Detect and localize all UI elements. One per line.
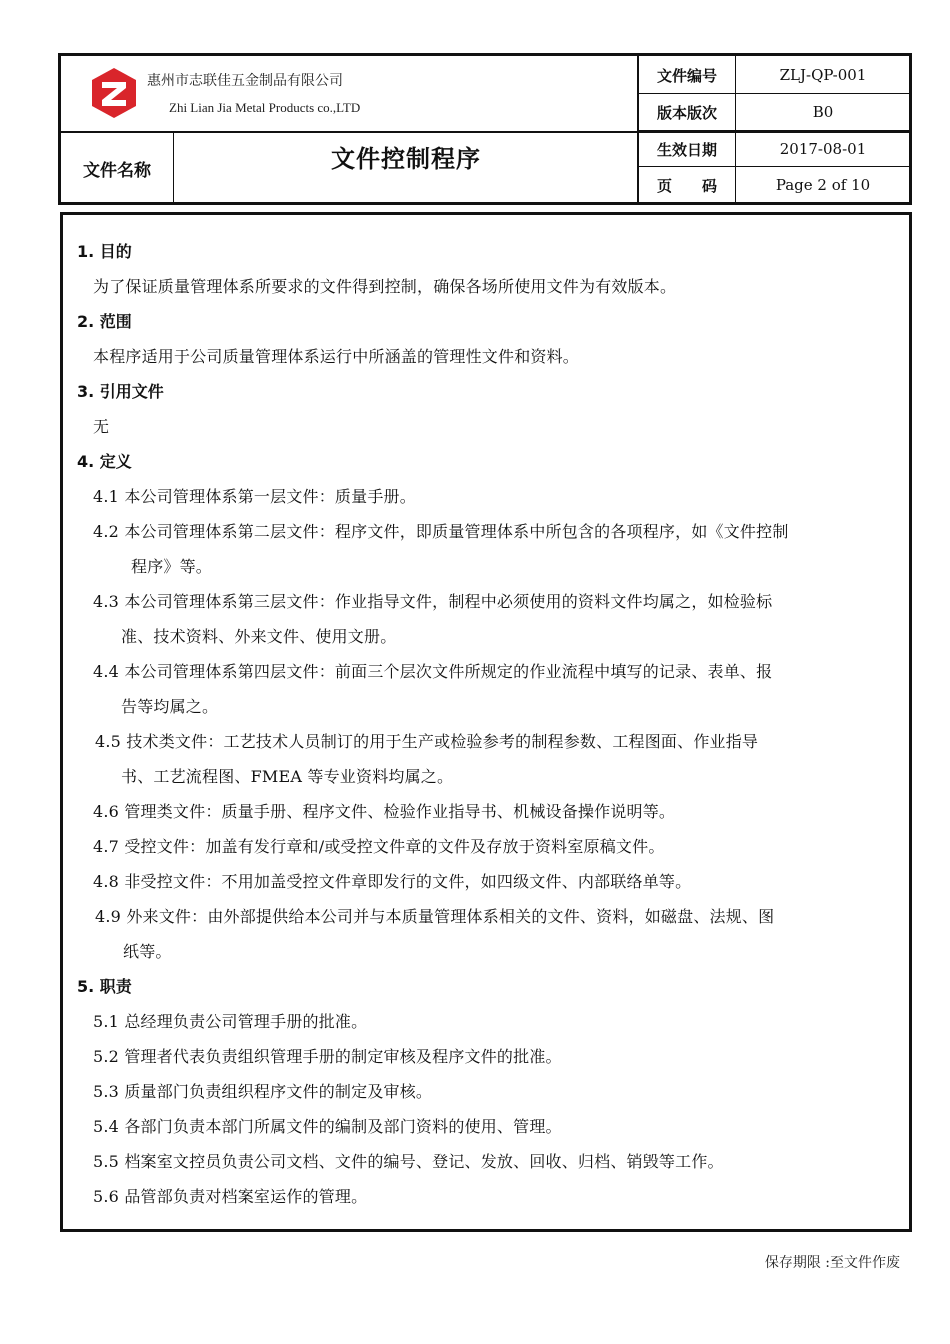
- document-header: [58, 53, 912, 205]
- section-heading-responsibilities: 5. 职责: [77, 977, 132, 996]
- paragraph: 本程序适用于公司质量管理体系运行中所涵盖的管理性文件和资料。: [93, 347, 580, 366]
- list-item: 5.1 总经理负责公司管理手册的批准。: [93, 1012, 368, 1031]
- list-item-continuation: 告等均属之。: [121, 697, 219, 716]
- list-item: 4.5 技术类文件：工艺技术人员制订的用于生产或检验参考的制程参数、工程图面、作业指导: [95, 732, 759, 751]
- effective-date-value: 2017-08-01: [779, 140, 867, 158]
- list-item: 4.7 受控文件：加盖有发行章和/或受控文件章的文件及存放于资料室原稿文件。: [93, 837, 665, 856]
- doc-title: 文件控制程序: [331, 144, 481, 173]
- section-heading-scope: 2. 范围: [77, 312, 132, 331]
- list-item: 4.2 本公司管理体系第二层文件：程序文件，即质量管理体系中所包含的各项程序，如《文件控制: [93, 522, 789, 541]
- list-item: 5.3 质量部门负责组织程序文件的制定及审核。: [93, 1082, 433, 1101]
- company-logo: [89, 66, 139, 120]
- company-name-en: Zhi Lian Jia Metal Products co.,LTD: [169, 100, 361, 115]
- section-heading-definitions: 4. 定义: [77, 452, 132, 471]
- list-item: 5.4 各部门负责本部门所属文件的编制及部门资料的使用、管理。: [93, 1117, 562, 1136]
- list-item: 5.6 品管部负责对档案室运作的管理。: [93, 1187, 368, 1206]
- list-item: 4.1 本公司管理体系第一层文件：质量手册。: [93, 487, 416, 506]
- list-item-continuation: 程序》等。: [131, 557, 213, 576]
- list-item: 4.8 非受控文件：不用加盖受控文件章即发行的文件，如四级文件、内部联络单等。: [93, 872, 692, 891]
- doc-number-label: 文件编号: [656, 66, 717, 85]
- paragraph: 为了保证质量管理体系所要求的文件得到控制，确保各场所使用文件为有效版本。: [93, 277, 677, 296]
- doc-number-value: ZLJ-QP-001: [779, 66, 867, 84]
- header-divider: [735, 56, 736, 202]
- list-item: 4.4 本公司管理体系第四层文件：前面三个层次文件所规定的作业流程中填写的记录、表单、报: [93, 662, 773, 681]
- list-item: 5.2 管理者代表负责组织管理手册的制定审核及程序文件的批准。: [93, 1047, 562, 1066]
- section-heading-purpose: 1. 目的: [77, 242, 132, 261]
- effective-date-label: 生效日期: [656, 140, 717, 159]
- list-item: 5.5 档案室文控员负责公司文档、文件的编号、登记、发放、回收、归档、销毁等工作。: [93, 1152, 724, 1171]
- document-body: [60, 212, 912, 1232]
- list-item-continuation: 纸等。: [123, 942, 172, 961]
- paragraph: 无: [93, 417, 110, 436]
- version-label: 版本版次: [656, 103, 717, 122]
- list-item: 4.6 管理类文件：质量手册、程序文件、检验作业指导书、机械设备操作说明等。: [93, 802, 676, 821]
- page-label: 页 码: [656, 176, 717, 195]
- company-name-cn: 惠州市志联佳五金制品有限公司: [147, 73, 343, 89]
- retention-note: 保存期限 :至文件作废: [764, 1255, 900, 1271]
- doc-name-label: 文件名称: [83, 161, 151, 181]
- list-item: 4.9 外来文件：由外部提供给本公司并与本质量管理体系相关的文件、资料，如磁盘、法规、图: [95, 907, 775, 926]
- list-item: 4.3 本公司管理体系第三层文件：作业指导文件，制程中必须使用的资料文件均属之，如检验标: [93, 592, 773, 611]
- section-heading-references: 3. 引用文件: [77, 382, 164, 401]
- list-item-continuation: 准、技术资料、外来文件、使用文册。: [121, 627, 397, 646]
- list-item-continuation: 书、工艺流程图、FMEA 等专业资料均属之。: [121, 767, 454, 786]
- version-value: B0: [812, 103, 834, 121]
- page-value: Page 2 of 10: [775, 176, 871, 194]
